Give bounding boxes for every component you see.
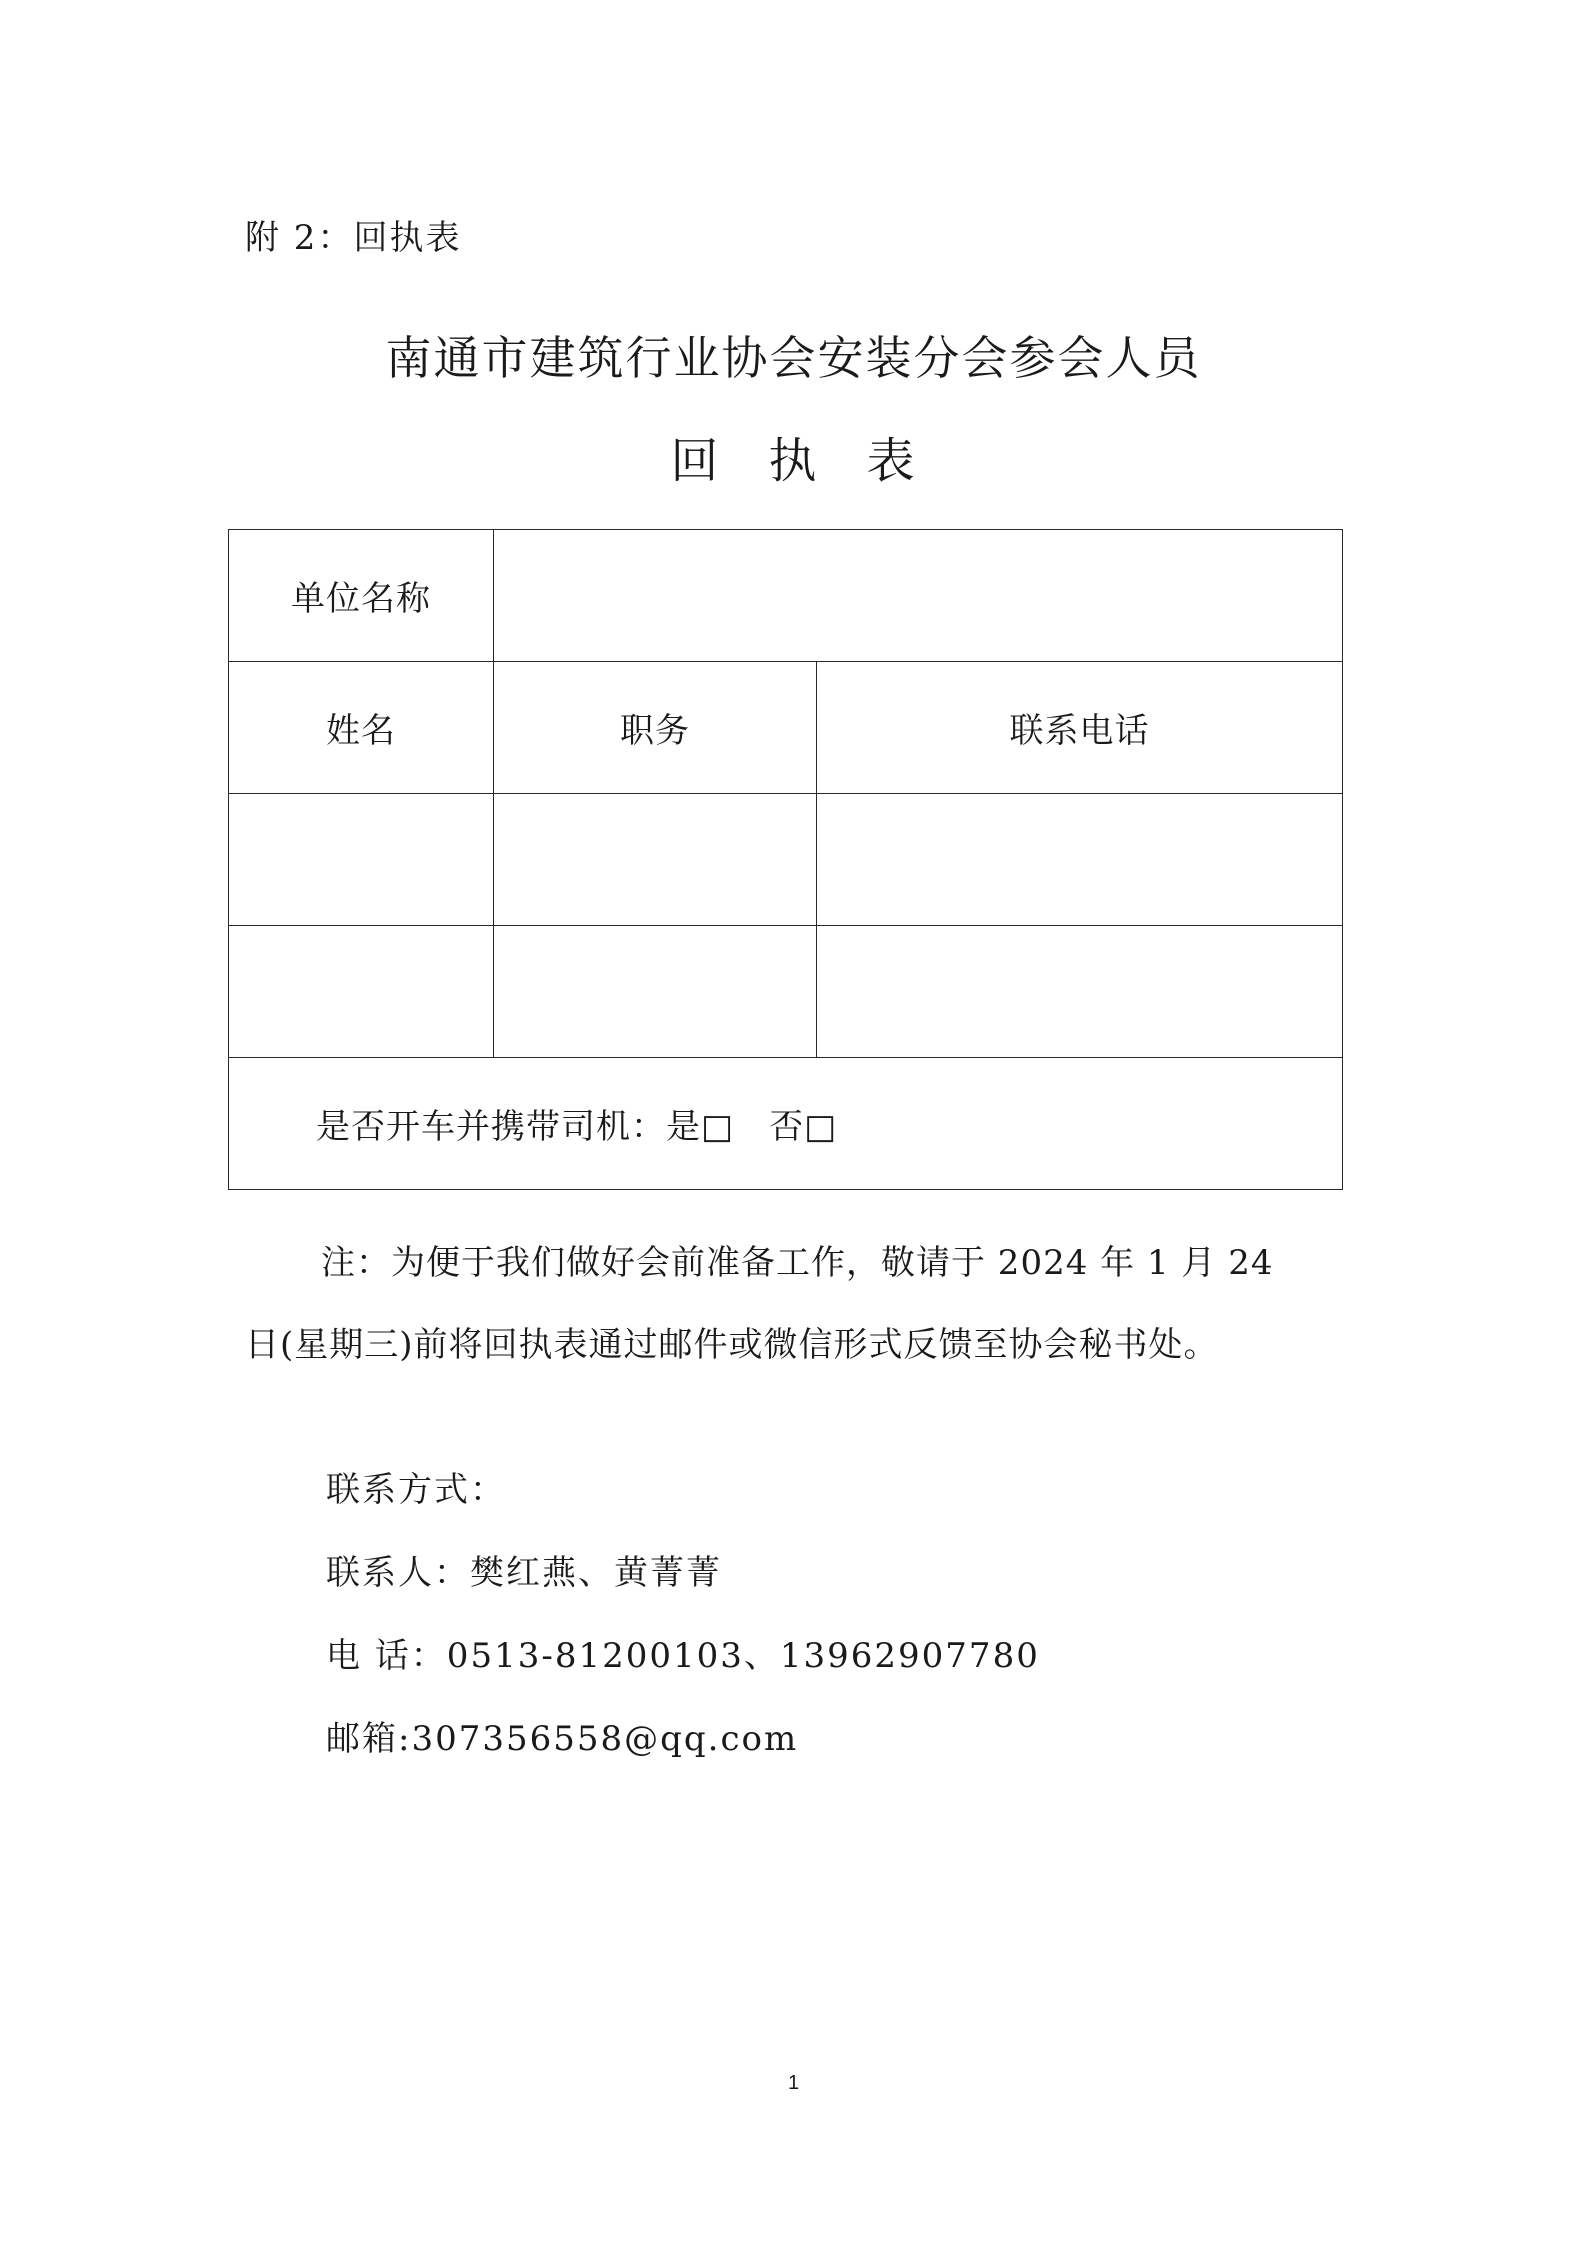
document-title: 南通市建筑行业协会安装分会参会人员 <box>385 331 1202 385</box>
name-cell[interactable] <box>229 794 494 926</box>
driver-row <box>229 1058 1343 1190</box>
unit-name-cell[interactable] <box>494 530 1343 662</box>
note-line-2: 日(星期三)前将回执表通过邮件或微信形式反馈至协会秘书处。 <box>245 1325 1219 1365</box>
subtitle-char-3: 表 <box>866 433 917 489</box>
phone-cell[interactable] <box>817 926 1343 1058</box>
driver-question[interactable]: 是否开车并携带司机：是□ 否□ <box>229 1058 1343 1190</box>
position-cell[interactable] <box>494 794 817 926</box>
unit-name-label: 单位名称 <box>229 530 494 662</box>
subtitle-char-1: 回 <box>670 433 721 489</box>
name-cell[interactable] <box>229 926 494 1058</box>
table-row <box>229 926 1343 1058</box>
subtitle-char-2: 执 <box>768 433 819 489</box>
attachment-label: 附 2：回执表 <box>245 218 462 258</box>
contact-email: 邮箱:307356558@qq.com <box>326 1719 799 1759</box>
contact-heading: 联系方式： <box>326 1470 506 1510</box>
header-row <box>229 662 1343 794</box>
header-name: 姓名 <box>229 662 494 794</box>
table-row <box>229 794 1343 926</box>
unit-row <box>229 530 1343 662</box>
phone-cell[interactable] <box>817 794 1343 926</box>
page-number: 1 <box>787 2072 800 2094</box>
contact-person: 联系人：樊红燕、黄菁菁 <box>326 1553 722 1593</box>
document-subtitle <box>0 422 1587 491</box>
note-line-1-text: 注：为便于我们做好会前准备工作，敬请于 2024 年 1 月 24 <box>321 1243 1274 1283</box>
note-line-1 <box>245 1222 1355 1304</box>
receipt-form-table <box>228 529 1343 1190</box>
header-position: 职务 <box>494 662 817 794</box>
position-cell[interactable] <box>494 926 817 1058</box>
header-phone: 联系电话 <box>817 662 1343 794</box>
note-paragraph <box>245 1222 1355 1386</box>
contact-phone: 电 话：0513-81200103、13962907780 <box>326 1636 1040 1676</box>
